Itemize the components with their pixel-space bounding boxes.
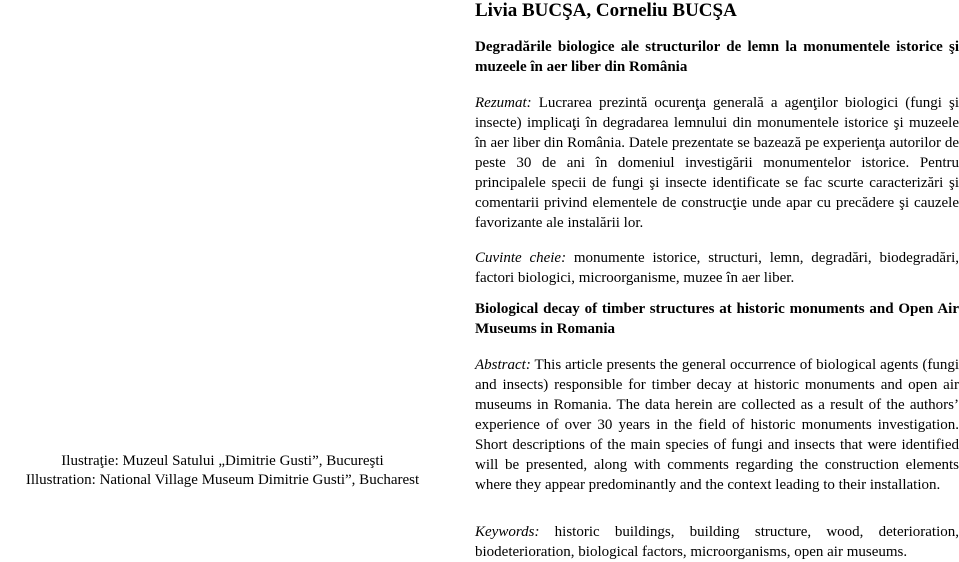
- english-abstract: [475, 355, 959, 495]
- romanian-abstract: [475, 93, 959, 233]
- english-keywords-label: Keywords:: [475, 524, 540, 540]
- caption-line-romanian: Ilustraţie: Muzeul Satului „Dimitrie Gusti”, Bucureşti: [61, 453, 384, 469]
- romanian-keywords: [475, 248, 959, 288]
- romanian-title: Degradările biologice ale structurilor de lemn la monumentele istorice şi muzeele în aer liber din România: [475, 39, 959, 75]
- romanian-abstract-label: Rezumat:: [475, 95, 532, 111]
- caption-line-english: Illustration: National Village Museum Dimitrie Gusti”, Bucharest: [25, 472, 420, 488]
- authors-heading: Livia BUCŞA, Corneliu BUCŞA: [475, 0, 737, 21]
- english-keywords-text: historic buildings, building structure, wood, deterioration, biodeterioration, biological factors, microorganisms, open air museums.: [475, 524, 959, 560]
- romanian-abstract-text: Lucrarea prezintă ocurenţa generală a agenţilor biologici (fungi şi insecte) implicaţi în degradarea lemnului din monumentele istorice şi muzeele în aer liber din România. Datele prezentate se bazează pe experienţa autorilor de peste 30 de ani în domeniul investigării monumentelor istorice. Pentru principalele specii de fungi şi insecte identificate se fac scurte caracterizări şi comentarii privind elementele de construcţie unde apar cu precădere şi cauzele favorizante ale instalării lor.: [475, 95, 959, 231]
- romanian-keywords-label: Cuvinte cheie:: [475, 250, 567, 266]
- english-keywords: [475, 522, 959, 562]
- illustration-caption: [0, 452, 445, 490]
- english-abstract-label: Abstract:: [475, 357, 531, 373]
- english-abstract-text: This article presents the general occurrence of biological agents (fungi and insects) responsible for timber decay at historic monuments and open air museums in Romania. The data herein are collected as a result of the authors’ experience of over 30 years in the field of historic monuments investigation. Short descriptions of the main species of fungi and insects that were identified will be presented, along with comments regarding the construction elements where they appear predominantly and the context leading to their installation.: [475, 357, 959, 493]
- romanian-keywords-text: monumente istorice, structuri, lemn, degradări, biodegradări, factori biologici, microorganisme, muzee în aer liber.: [475, 250, 959, 286]
- english-title: Biological decay of timber structures at historic monuments and Open Air Museums in Romania: [475, 301, 959, 337]
